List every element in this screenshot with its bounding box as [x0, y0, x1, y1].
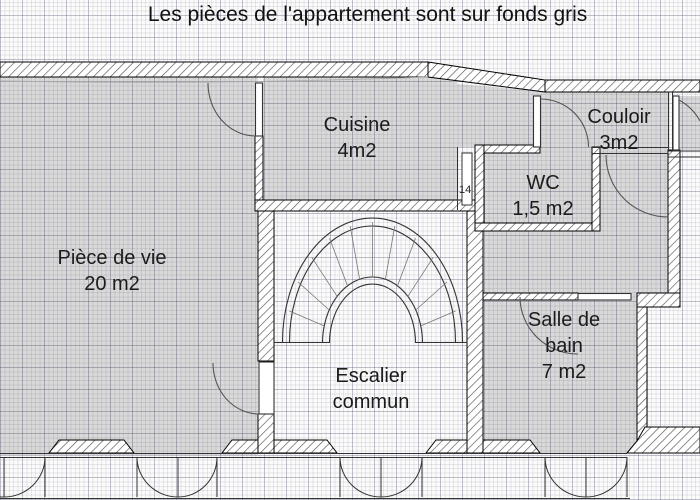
room-label-piece-de-vie — [27, 245, 197, 297]
room-area: 7 m2 — [541, 361, 587, 383]
wall-cuisine-bottom — [255, 200, 484, 211]
duct-size-label: 14 — [459, 184, 472, 196]
room-area: 1,5 m2 — [512, 198, 574, 220]
wall-wc-top — [475, 145, 540, 153]
window-1 — [0, 457, 45, 497]
room-label-wc — [488, 170, 598, 222]
wall-right-lower — [637, 307, 647, 441]
room-label-salle-de-bain — [512, 307, 616, 385]
wall-escalier-left-lower — [258, 414, 274, 453]
wall-wc-bottom — [475, 223, 600, 231]
room-name: Couloir — [587, 106, 651, 128]
room-label-couloir — [564, 104, 674, 156]
room-name: Cuisine — [323, 114, 391, 136]
escalier-entry-door — [340, 457, 422, 497]
wall-top-left — [0, 62, 428, 77]
wall-right-upper — [668, 150, 680, 307]
wall-cuisine-left — [255, 136, 263, 205]
room-area: 3m2 — [599, 132, 639, 154]
staircase-icon — [274, 218, 467, 343]
plan-title: Les pièces de l'appartement sont sur fonds gris — [147, 3, 588, 26]
staircase-steps — [289, 222, 455, 326]
window-2 — [137, 457, 217, 497]
windows — [0, 457, 627, 497]
wall-top-right — [545, 80, 700, 92]
wall-wc-left — [475, 145, 484, 231]
room-area: 4m2 — [337, 140, 377, 162]
wall-escalier-right — [467, 211, 483, 453]
wall-bain-top — [483, 293, 578, 300]
room-name: Escalier commun — [332, 365, 410, 413]
window-salle-de-bain — [545, 457, 627, 497]
room-label-cuisine — [287, 112, 427, 164]
room-name: WC — [526, 172, 560, 194]
wall-bottom-seg2 — [222, 440, 337, 453]
wall-bottom-seg1 — [49, 440, 134, 453]
room-label-escalier-commun — [311, 363, 431, 415]
wall-escalier-left-upper — [258, 211, 274, 361]
room-name: Pièce de vie — [57, 247, 167, 269]
room-name: Salle de bain — [527, 309, 601, 357]
room-area: 20 m2 — [84, 273, 140, 295]
wall-right-jog — [637, 293, 680, 307]
